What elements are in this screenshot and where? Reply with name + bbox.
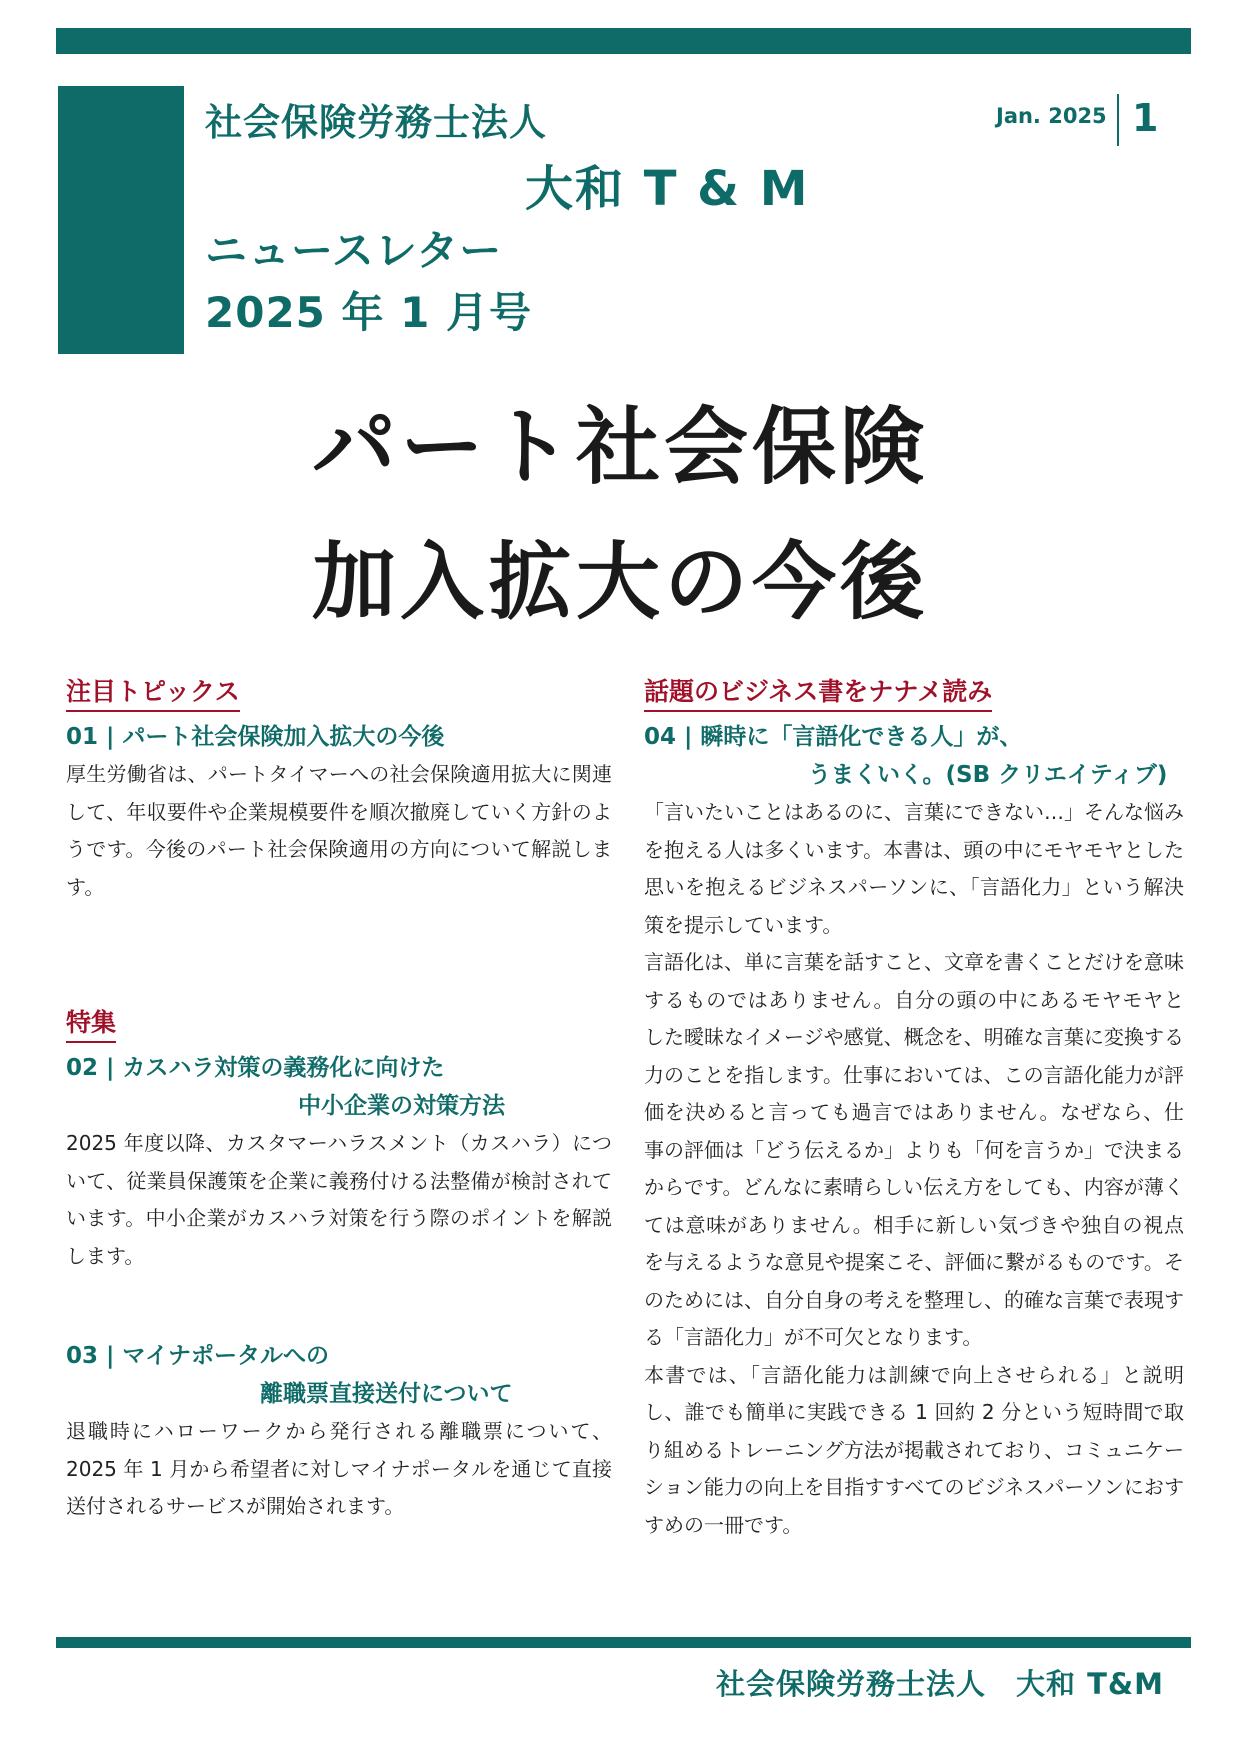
org-subname: 大和 T & M bbox=[525, 161, 810, 217]
feature-section bbox=[66, 1006, 612, 1526]
article-04-title-1: 04 | 瞬時に「言語化できる人」が、 bbox=[644, 724, 1023, 750]
date-divider bbox=[1117, 94, 1119, 146]
org-name: 社会保険労務士法人 bbox=[205, 101, 547, 144]
article-03-title-1: 03 | マイナポータルへの bbox=[66, 1343, 329, 1369]
article-04-para-1: 「言いたいことはあるのに、言葉にできない…」そんな悩みを抱える人は多くいます。本書は、頭の中にモヤモヤとした思いを抱えるビジネスパーソンに、「言語化力」という解決策を提示しています。 bbox=[644, 800, 1184, 937]
article-04-para-3: 本書では、「言語化能力は訓練で向上させられる」と説明し、誰でも簡単に実践できる 1 回約 2 分という短時間で取り組めるトレーニング方法が掲載されており、コミュニケーション能力の向上を目指すすべてのビジネスパーソンにおすすめの一冊です。 bbox=[644, 1362, 1184, 1537]
article-03-title-2: 離職票直接送付について bbox=[260, 1381, 513, 1407]
article-03-body: 退職時にハローワークから発行される離職票について、2025 年 1 月から希望者に対しマイナポータルを通じて直接送付されるサービスが開始されます。 bbox=[66, 1419, 612, 1518]
newsletter-title: ニュースレター bbox=[205, 226, 503, 275]
headline-line-2: 加入拡大の今後 bbox=[311, 533, 928, 631]
article-01-title: 01 | パート社会保険加入拡大の今後 bbox=[66, 724, 445, 750]
bottom-decor-bar bbox=[56, 1637, 1191, 1648]
top-decor-bar bbox=[56, 28, 1191, 54]
article-02-title-2: 中小企業の対策方法 bbox=[298, 1093, 505, 1119]
article-02-title-1: 02 | カスハラ対策の義務化に向けた bbox=[66, 1055, 445, 1081]
topics-label: 注目トピックス bbox=[66, 675, 240, 712]
article-01-body: 厚生労働省は、パートタイマーへの社会保険適用拡大に関連して、年収要件や企業規模要件を順次撤廃していく方針のようです。今後のパート社会保険適用の方向について解説します。 bbox=[66, 762, 612, 899]
feature-label: 特集 bbox=[66, 1006, 116, 1043]
article-02-body: 2025 年度以降、カスタマーハラスメント（カスハラ）について、従業員保護策を企業に義務付ける法整備が検討されています。中小企業がカスハラ対策を行う際のポイントを解説します。 bbox=[66, 1131, 612, 1268]
book-section-label: 話題のビジネス書をナナメ読み bbox=[644, 675, 992, 712]
newsletter-issue: 2025 年 1 月号 bbox=[205, 288, 532, 337]
issue-date: Jan. 2025 bbox=[996, 104, 1107, 128]
page-number: 1 bbox=[1132, 96, 1159, 140]
masthead-color-block bbox=[58, 86, 184, 354]
article-04-title-2: うまくいく。(SB クリエイティブ) bbox=[808, 762, 1168, 788]
headline-line-1: パート社会保険 bbox=[311, 398, 928, 496]
right-column bbox=[644, 675, 1184, 1544]
footer-org-name: 社会保険労務士法人 大和 T&M bbox=[715, 1667, 1164, 1701]
article-04-para-2: 言語化は、単に言葉を話すこと、文章を書くことだけを意味するものではありません。自分の頭の中にあるモヤモヤとした曖昧なイメージや感覚、概念を、明確な言葉に変換する力のことを指します。仕事においては、この言語化能力が評価を決めると言っても過言ではありません。なぜなら、仕事の評価は「どう伝えるか」よりも「何を言うか」で決まるからです。どんなに素晴らしい伝え方をしても、内容が薄くては意味がありません。相手に新しい気づきや独自の視点を与えるような意見や提案こそ、評価に繋がるものです。そのためには、自分自身の考えを整理し、的確な言葉で表現する「言語化力」が不可欠となります。 bbox=[644, 950, 1184, 1349]
left-column bbox=[66, 675, 612, 1526]
topics-section bbox=[66, 675, 612, 906]
